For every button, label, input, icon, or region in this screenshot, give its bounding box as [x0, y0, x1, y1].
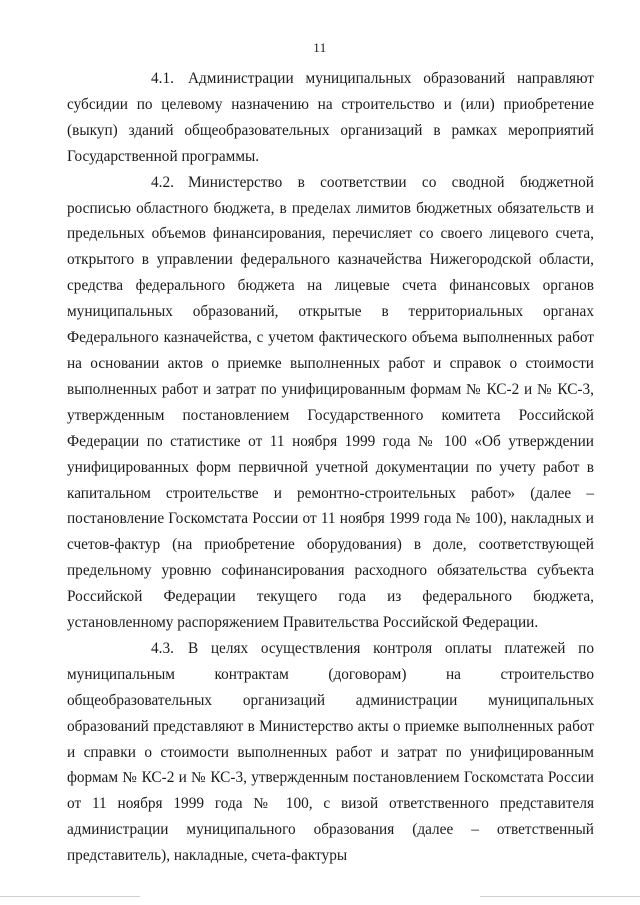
document-body	[67, 66, 594, 869]
page-number: 11	[313, 40, 327, 55]
paragraph-4-1	[67, 66, 594, 170]
paragraph-4-3	[67, 636, 594, 869]
paragraph-4-2	[67, 170, 594, 636]
paragraph-number: 4.2.	[151, 173, 174, 191]
paragraph-number: 4.3.	[151, 639, 174, 657]
paragraph-text: В целях осуществления контроля оплаты платежей по муниципальным контрактам (договорам) на строительство общеобразовательных организаций администрации муниципальных образований представляют в Министерство акты о приемке выполненных работ и справки о стоимости выполненных работ и затрат по унифицированным формам № КС-2 и № КС-3, утвержденным постановлением Госкомстата России от 11 ноября 1999 года № 100, с визой ответственного представителя администрации муниципального образования (далее – ответственный представитель), накладные, счета-фактуры	[67, 639, 594, 865]
scan-edge-line	[480, 896, 640, 897]
paragraph-number: 4.1.	[151, 70, 174, 87]
paragraph-text: Администрации муниципальных образований направляют субсидии по целевому назначению на строительство и (или) приобретение (выкуп) зданий общеобразовательных организаций в рамках мероприятий Государственной программы.	[67, 70, 594, 165]
paragraph-text: Министерство в соответствии со сводной бюджетной росписью областного бюджета, в пределах лимитов бюджетных обязательств и предельных объемов финансирования, перечисляет со своего лицевого счета, открытого в управлении федерального казначейства Нижегородской области, средства федерального бюджета на лицевые счета финансовых органов муниципальных образований, открытые в территориальных органах Федерального казначейства, с учетом фактического объема выполненных работ на основании актов о приемке выполненных работ и справок о стоимости выполненных работ и затрат по унифицированным формам № КС-2 и № КС-3, утвержденным постановлением Государственного комитета Российской Федерации по статистике от 11 ноября 1999 года № 100 «Об утверждении унифицированных форм первичной учетной документации по учету работ в капитальном строительстве и ремонтно-строительных работ» (далее – постановление Госкомстата России от 11 ноября 1999 года № 100), накладных и счетов-фактур (на приобретение оборудования) в доле, соответствующей предельному уровню софинансирования расходного обязательства субъекта Российской Федерации текущего года из федерального бюджета, установленному распоряжением Правительства Российской Федерации.	[67, 173, 594, 632]
scan-edge-line	[0, 896, 140, 897]
